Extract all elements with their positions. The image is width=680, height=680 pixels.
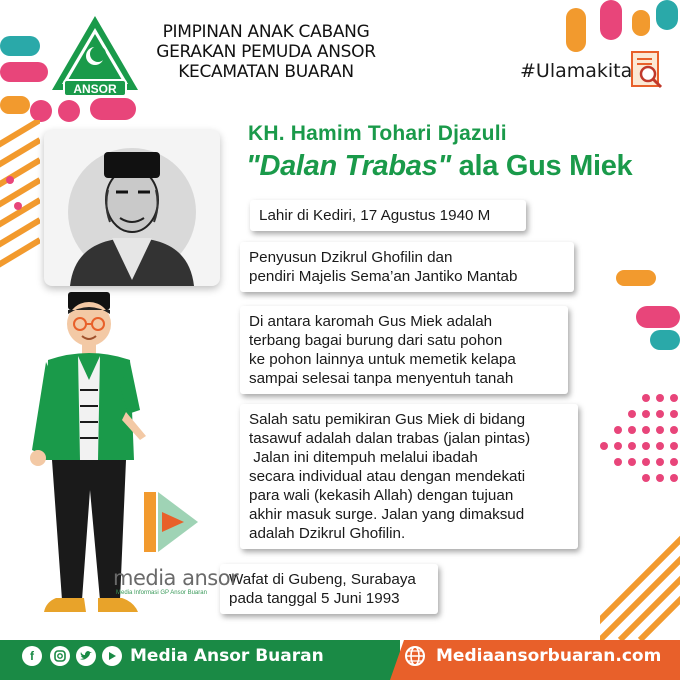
article-subtitle — [246, 150, 632, 183]
organization-name — [146, 22, 386, 82]
person-name: KH. Hamim Tohari Djazuli — [248, 122, 507, 145]
footer-website-link[interactable]: Mediaansorbuaran.com — [436, 646, 662, 666]
portrait-frame — [44, 130, 220, 286]
instagram-icon[interactable] — [50, 646, 70, 666]
decor-bottom-right-stripes — [600, 520, 680, 640]
subtitle-rest: ala Gus Miek — [450, 150, 633, 182]
card-line: Lahir di Kediri, 17 Agustus 1940 M — [259, 207, 491, 224]
org-line-1: PIMPINAN ANAK CABANG — [162, 22, 370, 42]
card-died — [220, 564, 438, 614]
twitter-icon[interactable] — [76, 646, 96, 666]
youtube-icon[interactable] — [102, 646, 122, 666]
card-line: Penyusun Dzikrul Ghofilin dan — [249, 249, 453, 266]
portrait-illustration — [44, 130, 220, 286]
card-thought — [240, 404, 578, 549]
card-line: ke pohon lainnya untuk memetik kelapa — [249, 351, 516, 368]
card-line: Wafat di Gubeng, Surabaya — [229, 571, 416, 588]
org-line-3: KECAMATAN BUARAN — [178, 62, 354, 82]
card-line: terbang bagai burung dari satu pohon — [249, 332, 503, 349]
footer-page-name[interactable]: Media Ansor Buaran — [130, 646, 324, 666]
card-founder — [240, 242, 574, 292]
hashtag: #Ulamakita — [520, 60, 633, 82]
card-line: tasawuf adalah dalan trabas (jalan pintas) — [249, 430, 531, 447]
card-line: pendiri Majelis Sema’an Jantiko Mantab — [249, 268, 518, 285]
card-line: Di antara karomah Gus Miek adalah — [249, 313, 493, 330]
card-line: Salah satu pemikiran Gus Miek di bidang — [249, 411, 526, 428]
card-karomah — [240, 306, 568, 394]
card-line: para wali (kekasih Allah) dengan tujuan — [249, 487, 514, 504]
card-line: secara individual atau dengan mendekati — [249, 468, 526, 485]
decor-right-dots — [596, 390, 680, 510]
decor-left-stripes — [0, 120, 40, 300]
subtitle-quoted: "Dalan Trabas" — [246, 150, 451, 182]
card-line: akhir masuk surge. Jalan yang dimaksud — [249, 506, 525, 523]
card-line: adalah Dzikrul Ghofilin. — [249, 525, 406, 542]
card-line: Jalan ini ditempuh melalui ibadah — [249, 449, 478, 466]
card-line: sampai selesai tanpa menyentuh tanah — [249, 370, 514, 387]
org-line-2: GERAKAN PEMUDA ANSOR — [156, 42, 376, 62]
logo-text: ANSOR — [73, 82, 117, 96]
card-born — [250, 200, 526, 231]
globe-icon — [404, 645, 426, 667]
document-search-icon — [630, 50, 664, 90]
media-ansor-logo — [140, 488, 204, 556]
facebook-icon[interactable]: f — [22, 646, 42, 666]
card-line: pada tanggal 5 Juni 1993 — [229, 590, 400, 607]
media-ansor-brand: media ansor — [113, 566, 239, 590]
ansor-logo — [50, 14, 140, 100]
media-ansor-tagline: Media Informasi GP Ansor Buaran — [116, 590, 207, 596]
